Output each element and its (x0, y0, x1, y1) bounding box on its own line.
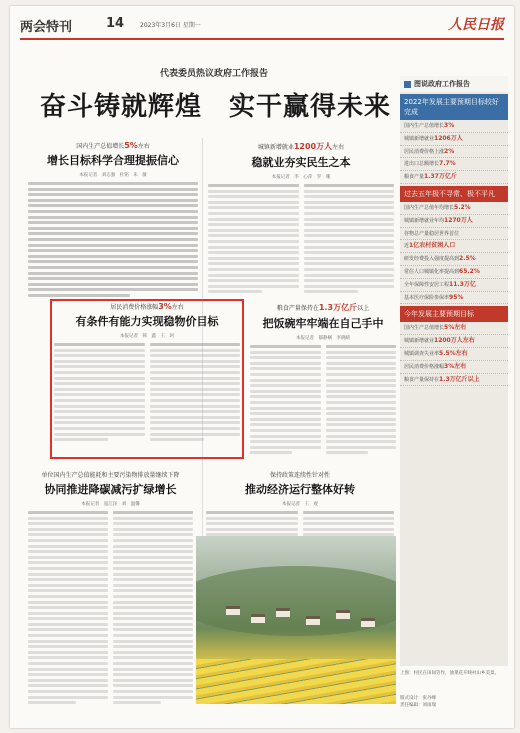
sidebar-stat-item: 粮食产量保持在1.3万亿斤以上 (400, 374, 508, 387)
issue-date: 2023年3月6日 星期一 (140, 22, 201, 29)
sidebar-stat-item: 居民消费价格涨幅3%左右 (400, 361, 508, 374)
article-subhead: 城镇新增就业1200万人左右 (257, 142, 345, 151)
article-headline: 有条件有能力实现稳物价目标 (75, 315, 219, 328)
sidebar-stat-item: 城镇调查失业率5.5%左右 (400, 348, 508, 361)
article-byline: 本报记者 韩 鑫 王 珂 (120, 334, 174, 339)
sidebar-stat-item: 全年保障性安居工程11.3万亿 (400, 279, 508, 292)
sidebar-stat-item: 国内生产总值增长5%左右 (400, 322, 508, 335)
article-byline: 本报记者 王 观 (282, 502, 318, 507)
article-employment[interactable] (208, 141, 394, 190)
sidebar-band-five-years: 过去五年极不寻常、极不平凡 (400, 186, 508, 202)
article-headline: 协同推进降碳减污扩绿增长 (44, 483, 177, 496)
sidebar-stat-item: 国内生产总值年均增长5.2% (400, 202, 508, 215)
page-number: 14 (106, 16, 125, 31)
sidebar-stat-item: 常住人口城镇化率提高到65.2% (400, 266, 508, 279)
article-byline: 本报记者 郁静娴 李晓晴 (296, 336, 350, 341)
sidebar-stat-item: 城镇新增就业1206万人 (400, 133, 508, 146)
article-subhead: 保持政策连续性针对性 (269, 472, 330, 479)
sidebar-stat-item: 近1亿农村贫困人口 (400, 240, 508, 253)
section-title: 两会特刊 (20, 20, 73, 35)
article-subhead: 国内生产总值增长5%左右 (76, 141, 150, 150)
chart-icon (404, 81, 411, 88)
masthead (20, 14, 504, 40)
article-body (28, 182, 198, 297)
article-byline: 本报记者 李 心萍 罗 珊 (271, 175, 331, 180)
banner-kicker: 代表委员热议政府工作报告 (160, 69, 269, 79)
credit-line: 责任编辑：刘雨瑞 (400, 702, 436, 708)
newspaper-logo: 人民日报 (448, 17, 504, 33)
article-carbon[interactable] (28, 470, 193, 517)
sidebar-stat-item: 粮食产量1.37万亿斤 (400, 171, 508, 184)
sidebar-header: 图说政府工作报告 (400, 76, 508, 92)
article-body (250, 345, 396, 351)
banner-headline: 奋斗铸就辉煌 实干赢得未来 (40, 92, 392, 122)
article-headline: 增长目标科学合理提振信心 (47, 154, 179, 167)
article-subhead: 粮食产量保持在1.3万亿斤以上 (276, 303, 370, 312)
highlight-frame (50, 299, 244, 459)
infographic-sidebar (400, 76, 508, 666)
article-subhead: 居民消费价格涨幅3%左右 (110, 302, 184, 311)
credit-line: 版式设计：张丹峰 (400, 696, 436, 701)
article-grain[interactable] (250, 302, 396, 351)
sidebar-stat-item: 谷物总产量稳居世界首位 (400, 228, 508, 241)
village-photo (196, 536, 396, 704)
sidebar-band-2022: 2022年发展主要预期目标较好完成 (400, 94, 508, 120)
article-byline: 本报记者 刘志强 杜铭 朱 敏 (79, 173, 147, 178)
sidebar-stat-item: 基本医疗保险参保率95% (400, 292, 508, 305)
sidebar-stat-item: 城镇新增就业1200万人左右 (400, 335, 508, 348)
article-headline: 推动经济运行整体好转 (245, 483, 355, 496)
sidebar-stat-item: 国内生产总值增长3% (400, 120, 508, 133)
sidebar-stat-item: 研发经费投入强度提高到2.5% (400, 253, 508, 266)
sidebar-band-targets: 今年发展主要预期目标 (400, 306, 508, 322)
sidebar-stat-item: 城镇新增就业年均1270万人 (400, 215, 508, 228)
photo-caption: 上图：村民在田间劳作，油菜花开映衬山乡美景。 (400, 671, 499, 676)
newspaper-page (10, 6, 514, 728)
page-credits (400, 696, 508, 710)
article-headline: 稳就业夯实民生之本 (251, 156, 351, 169)
article-body (28, 511, 193, 517)
article-body (208, 184, 394, 190)
article-byline: 本报记者 寇江泽 刘 温馨 (81, 502, 140, 507)
article-body (206, 511, 394, 517)
article-subhead: 单位国内生产总值能耗和主要污染物排放量继续下降 (41, 472, 180, 479)
sidebar-stat-item: 进出口总额增长7.7% (400, 158, 508, 171)
article-headline: 把饭碗牢牢端在自己手中 (262, 317, 384, 330)
article-economy[interactable] (206, 470, 394, 517)
sidebar-stat-item: 居民消费价格上涨2% (400, 146, 508, 159)
article-gdp[interactable] (28, 141, 198, 299)
